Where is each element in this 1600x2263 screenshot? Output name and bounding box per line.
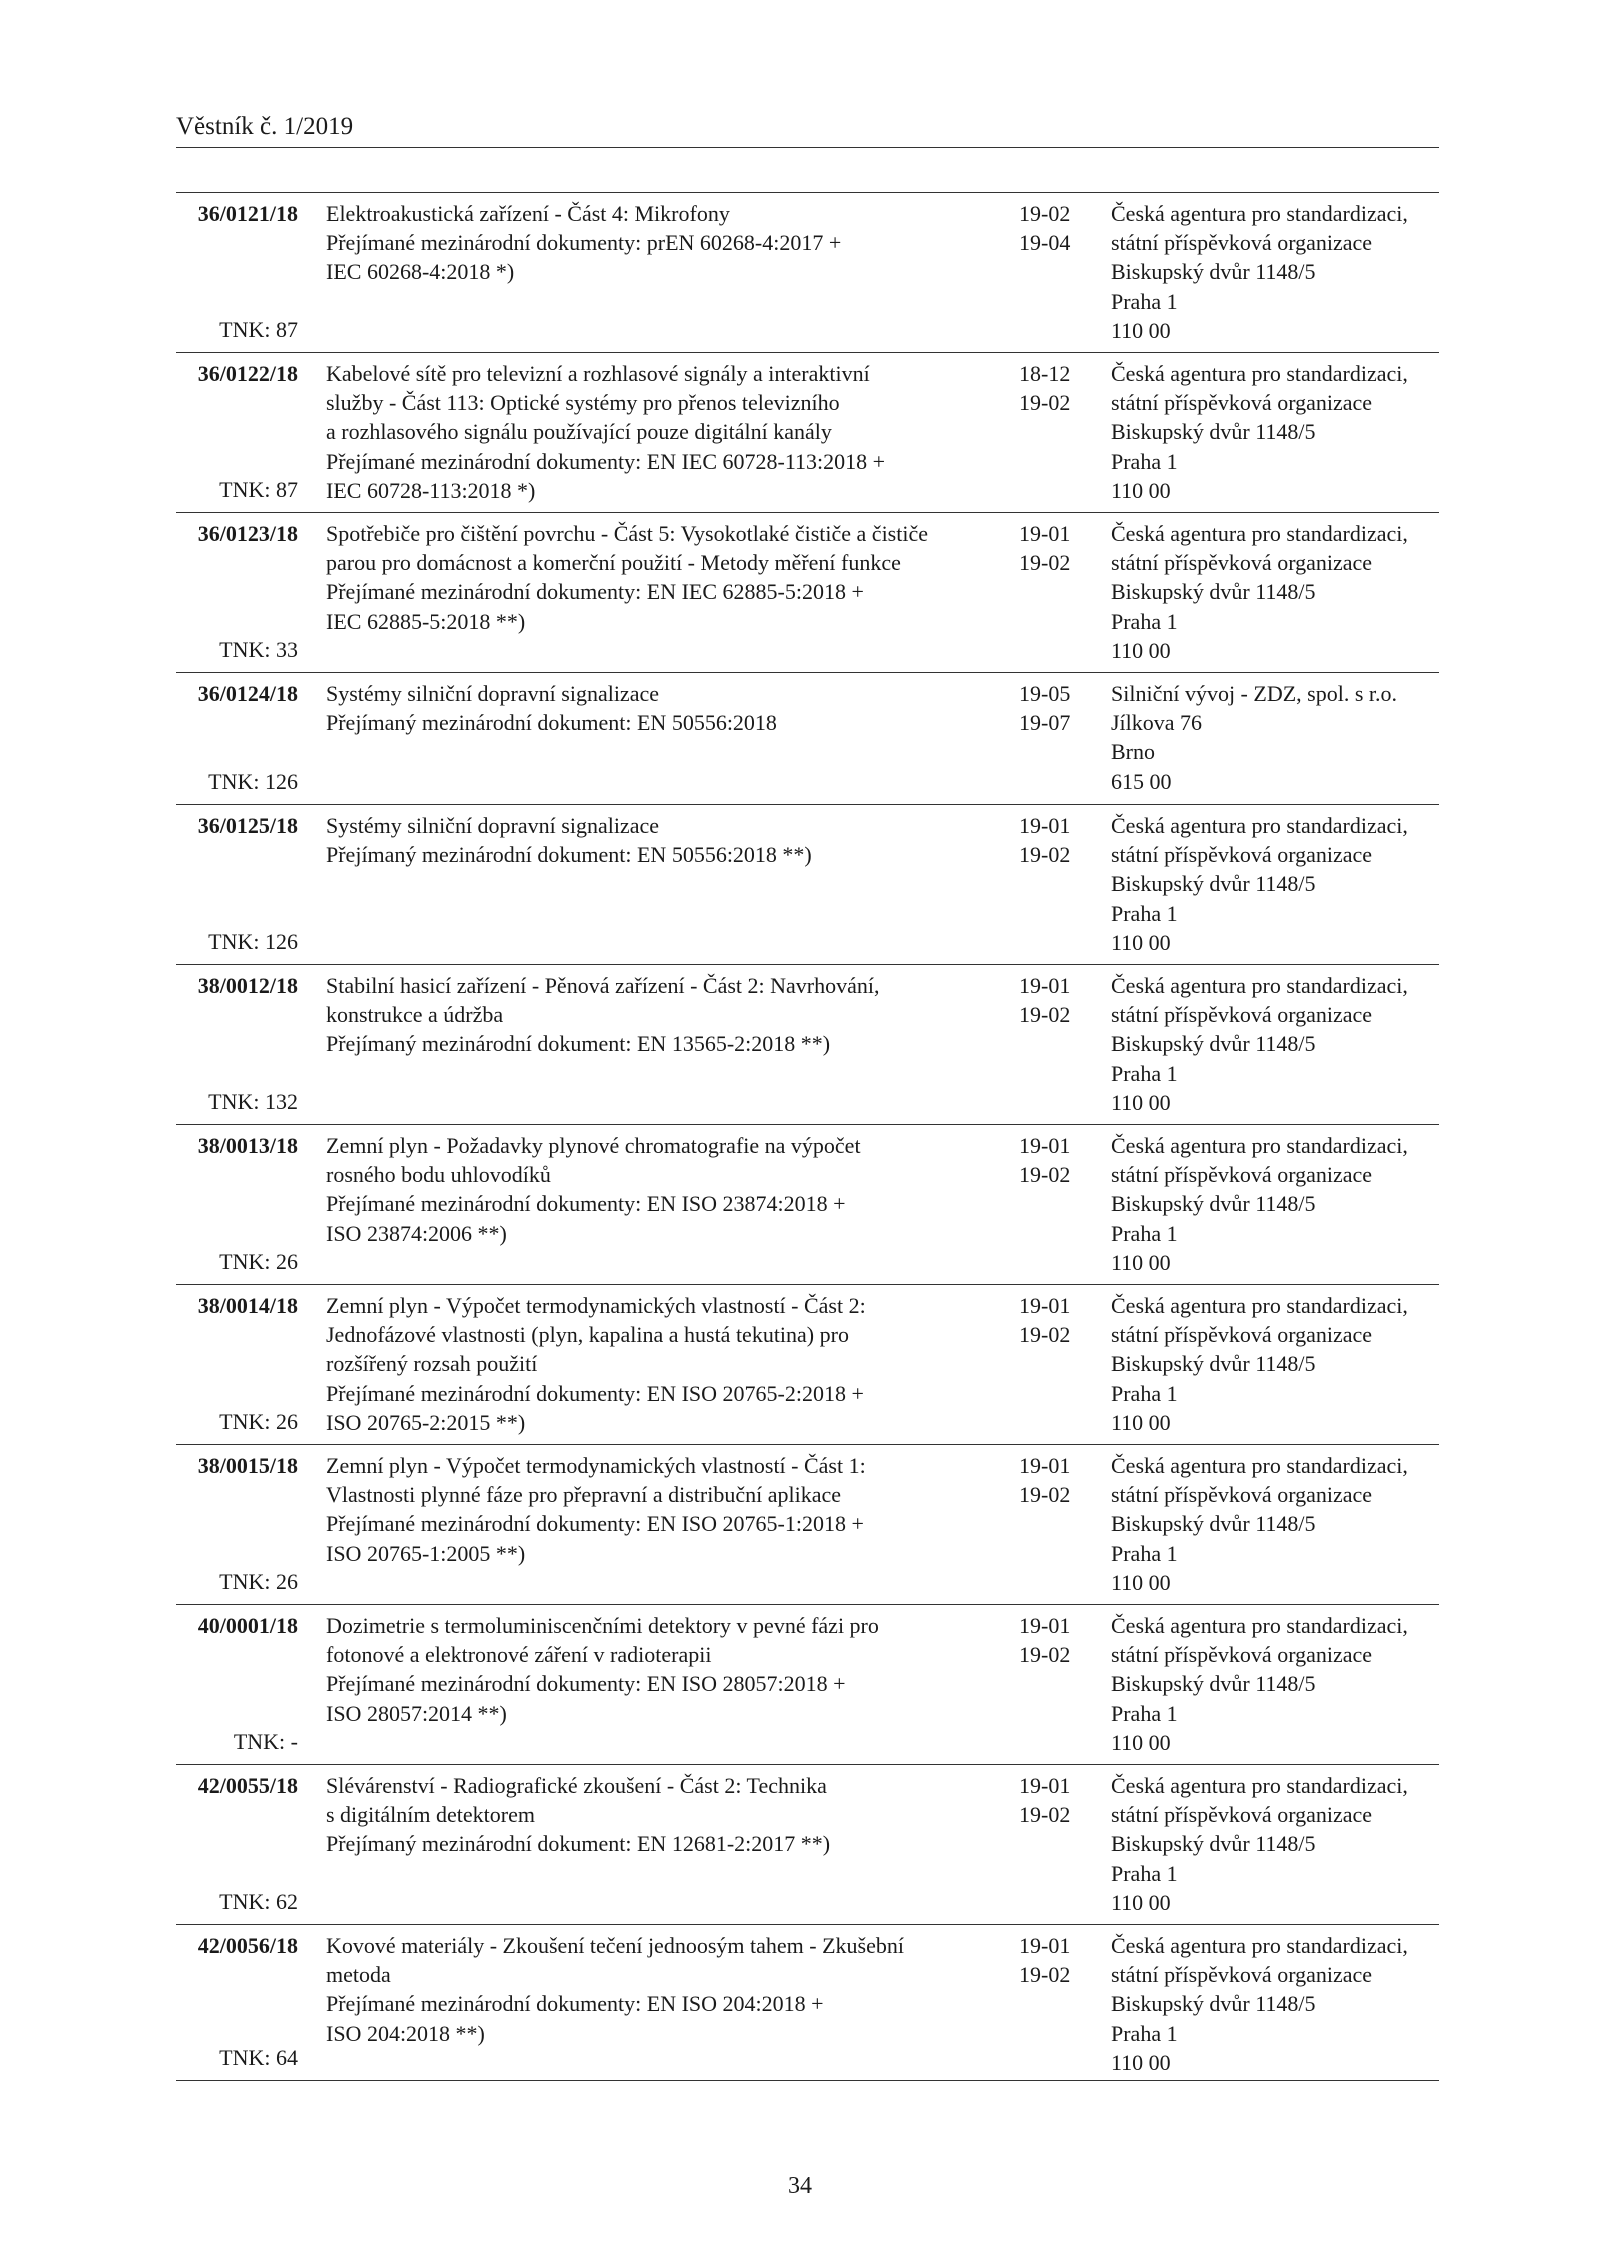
entry-title — [326, 1131, 1011, 1248]
entry-organization-line: 110 00 — [1111, 1729, 1171, 1755]
entry-title-line: Dozimetrie s termoluminiscenčními detektory v pevné fázi pro — [326, 1613, 879, 1638]
entry-title — [326, 359, 1011, 505]
journal-title: Věstník č. 1/2019 — [176, 113, 354, 140]
entry-date: 19-02 — [1019, 1802, 1071, 1828]
entry-tnk: TNK: 132 — [208, 1088, 298, 1114]
entry-organization — [1111, 1451, 1441, 1597]
entry-date: 19-07 — [1019, 710, 1071, 736]
entry-dates — [1019, 199, 1099, 257]
entry-organization-line: státní příspěvková organizace — [1111, 1962, 1373, 1988]
entry-organization-line: Praha 1 — [1111, 1860, 1178, 1886]
entry-title-line: IEC 62885-5:2018 **) — [326, 608, 526, 634]
entry-organization-line: 110 00 — [1111, 2049, 1171, 2075]
entry-title-line: a rozhlasového signálu používající pouze digitální kanály — [326, 419, 832, 445]
entry-organization-line: Česká agentura pro standardizaci, — [1111, 1453, 1408, 1478]
entry-title-line: rozšířený rozsah použití — [326, 1351, 538, 1377]
entry-number: 36/0122/18 — [197, 361, 298, 386]
entry-title — [326, 1611, 1011, 1728]
entry-number: 38/0012/18 — [197, 973, 298, 998]
entry-organization-line: státní příspěvková organizace — [1111, 1322, 1373, 1348]
entry-title-line: fotonové a elektronové záření v radioterapii — [326, 1642, 712, 1668]
entry-title-line: ISO 204:2018 **) — [326, 2020, 485, 2046]
entry-title-line: Kovové materiály - Zkoušení tečení jednoosým tahem - Zkušební — [326, 1933, 904, 1958]
entry-title-line: Přejímaný mezinárodní dokument: EN 12681-2:2017 **) — [326, 1831, 831, 1857]
entry-date: 19-01 — [1019, 813, 1071, 838]
entry-date: 18-12 — [1019, 361, 1071, 386]
entry-organization-line: 110 00 — [1111, 1089, 1171, 1115]
entry-id-column — [176, 359, 298, 504]
entries-table — [176, 192, 1439, 2081]
entry-number: 36/0121/18 — [197, 201, 298, 226]
entry-title-line: ISO 23874:2006 **) — [326, 1220, 507, 1246]
entry-organization-line: Česká agentura pro standardizaci, — [1111, 973, 1408, 998]
entry-date: 19-02 — [1019, 390, 1071, 416]
standard-entry — [176, 1605, 1439, 1765]
entry-tnk: TNK: 126 — [208, 768, 298, 794]
standard-entry — [176, 1125, 1439, 1285]
entry-title-line: Přejímané mezinárodní dokumenty: EN ISO 20765-2:2018 + — [326, 1380, 864, 1406]
entry-organization — [1111, 519, 1441, 665]
entry-tnk: TNK: 26 — [219, 1568, 298, 1594]
entry-organization-line: Praha 1 — [1111, 1700, 1178, 1726]
entry-id-column — [176, 1451, 298, 1596]
entry-id-column — [176, 1291, 298, 1436]
entry-title — [326, 679, 1011, 737]
entry-date: 19-02 — [1019, 842, 1071, 868]
entry-title-line: IEC 60268-4:2018 *) — [326, 259, 515, 285]
entry-dates — [1019, 1611, 1099, 1669]
entry-organization-line: 110 00 — [1111, 317, 1171, 343]
entry-number: 42/0055/18 — [197, 1773, 298, 1798]
entry-organization-line: státní příspěvková organizace — [1111, 1802, 1373, 1828]
entry-title — [326, 199, 1011, 287]
entry-title-line: Spotřebiče pro čištění povrchu - Část 5: Vysokotlaké čističe a čističe — [326, 521, 928, 546]
entry-organization-line: Česká agentura pro standardizaci, — [1111, 1773, 1408, 1798]
entry-organization-line: Biskupský dvůr 1148/5 — [1111, 1831, 1316, 1857]
entry-date: 19-02 — [1019, 1322, 1071, 1348]
entry-title-line: Přejímané mezinárodní dokumenty: EN ISO 23874:2018 + — [326, 1191, 846, 1217]
entry-organization-line: státní příspěvková organizace — [1111, 1482, 1373, 1508]
entry-title-line: rosného bodu uhlovodíků — [326, 1162, 551, 1188]
entry-title-line: služby - Část 113: Optické systémy pro přenos televizního — [326, 390, 840, 416]
entry-title-line: Přejímané mezinárodní dokumenty: EN IEC 62885-5:2018 + — [326, 579, 864, 605]
entry-id-column — [176, 811, 298, 956]
entry-date: 19-02 — [1019, 1002, 1071, 1028]
entry-id-column — [176, 519, 298, 664]
entry-date: 19-01 — [1019, 1293, 1071, 1318]
entry-number: 42/0056/18 — [197, 1933, 298, 1958]
entry-date: 19-02 — [1019, 1162, 1071, 1188]
entry-dates — [1019, 1931, 1099, 1989]
entry-dates — [1019, 519, 1099, 577]
entry-title-line: Vlastnosti plynné fáze pro přepravní a distribuční aplikace — [326, 1482, 841, 1508]
entry-title — [326, 1451, 1011, 1568]
entry-date: 19-02 — [1019, 1482, 1071, 1508]
entry-title — [326, 1771, 1011, 1859]
entry-id-column — [176, 679, 298, 796]
entry-tnk: TNK: 87 — [219, 476, 298, 502]
entry-organization-line: Česká agentura pro standardizaci, — [1111, 1133, 1408, 1158]
entry-id-column — [176, 1771, 298, 1916]
entry-organization-line: 110 00 — [1111, 1249, 1171, 1275]
entry-title-line: Systémy silniční dopravní signalizace — [326, 681, 659, 706]
entry-organization-line: Biskupský dvůr 1148/5 — [1111, 259, 1316, 285]
entry-date: 19-01 — [1019, 1133, 1071, 1158]
entry-date: 19-02 — [1019, 1962, 1071, 1988]
entry-title — [326, 1291, 1011, 1437]
entry-organization — [1111, 359, 1441, 505]
entry-number: 36/0123/18 — [197, 521, 298, 546]
entry-date: 19-01 — [1019, 973, 1071, 998]
standard-entry — [176, 193, 1439, 353]
entry-tnk: TNK: 64 — [219, 2044, 298, 2070]
entry-organization-line: Česká agentura pro standardizaci, — [1111, 521, 1408, 546]
entry-organization-line: Česká agentura pro standardizaci, — [1111, 1933, 1408, 1958]
entry-title-line: Jednofázové vlastnosti (plyn, kapalina a hustá tekutina) pro — [326, 1322, 849, 1348]
entry-organization-line: Praha 1 — [1111, 900, 1178, 926]
standard-entry — [176, 965, 1439, 1125]
entry-organization-line: státní příspěvková organizace — [1111, 230, 1373, 256]
entry-title-line: Slévárenství - Radiografické zkoušení - Část 2: Technika — [326, 1773, 827, 1798]
entry-title-line: Přejímaný mezinárodní dokument: EN 13565-2:2018 **) — [326, 1031, 831, 1057]
entry-dates — [1019, 811, 1099, 869]
entry-title — [326, 1931, 1011, 2048]
entry-dates — [1019, 971, 1099, 1029]
entry-dates — [1019, 1131, 1099, 1189]
entry-organization-line: státní příspěvková organizace — [1111, 390, 1373, 416]
entry-organization-line: 110 00 — [1111, 929, 1171, 955]
entry-tnk: TNK: 26 — [219, 1248, 298, 1274]
entry-date: 19-02 — [1019, 1642, 1071, 1668]
entry-title-line: Přejímaný mezinárodní dokument: EN 50556:2018 **) — [326, 842, 812, 868]
entry-organization-line: Česká agentura pro standardizaci, — [1111, 813, 1408, 838]
entry-title-line: ISO 20765-2:2015 **) — [326, 1409, 526, 1435]
entry-organization — [1111, 199, 1441, 345]
entry-organization-line: Praha 1 — [1111, 608, 1178, 634]
entry-organization-line: Jílkova 76 — [1111, 710, 1203, 736]
entry-organization-line: Biskupský dvůr 1148/5 — [1111, 1191, 1316, 1217]
entry-title-line: ISO 20765-1:2005 **) — [326, 1540, 526, 1566]
entry-organization-line: 110 00 — [1111, 477, 1171, 503]
entry-organization-line: Praha 1 — [1111, 1060, 1178, 1086]
entry-organization-line: státní příspěvková organizace — [1111, 1642, 1373, 1668]
entry-organization-line: Praha 1 — [1111, 1220, 1178, 1246]
entry-organization-line: Praha 1 — [1111, 288, 1178, 314]
entry-title-line: Přejímané mezinárodní dokumenty: EN ISO 204:2018 + — [326, 1991, 824, 2017]
standard-entry — [176, 1445, 1439, 1605]
entry-organization-line: státní příspěvková organizace — [1111, 842, 1373, 868]
entry-title-line: Zemní plyn - Výpočet termodynamických vlastností - Část 2: — [326, 1293, 866, 1318]
entry-organization-line: 110 00 — [1111, 1889, 1171, 1915]
entry-id-column — [176, 1931, 298, 2072]
entry-title — [326, 519, 1011, 636]
entry-organization-line: Česká agentura pro standardizaci, — [1111, 1613, 1408, 1638]
entry-organization — [1111, 1771, 1441, 1917]
entry-organization-line: Silniční vývoj - ZDZ, spol. s r.o. — [1111, 681, 1397, 706]
entry-title-line: Systémy silniční dopravní signalizace — [326, 813, 659, 838]
entry-organization-line: 615 00 — [1111, 768, 1172, 794]
entry-organization-line: státní příspěvková organizace — [1111, 550, 1373, 576]
entry-title — [326, 811, 1011, 869]
entry-organization-line: Biskupský dvůr 1148/5 — [1111, 1671, 1316, 1697]
entry-organization-line: Brno — [1111, 739, 1155, 765]
entry-organization-line: 110 00 — [1111, 637, 1171, 663]
entry-organization-line: Biskupský dvůr 1148/5 — [1111, 1511, 1316, 1537]
entry-title-line: IEC 60728-113:2018 *) — [326, 477, 536, 503]
entry-organization-line: Česká agentura pro standardizaci, — [1111, 201, 1408, 226]
entry-date: 19-02 — [1019, 550, 1071, 576]
entry-number: 40/0001/18 — [197, 1613, 298, 1638]
entry-id-column — [176, 199, 298, 344]
entry-number: 36/0124/18 — [197, 681, 298, 706]
entry-date: 19-01 — [1019, 1773, 1071, 1798]
entry-organization-line: Biskupský dvůr 1148/5 — [1111, 419, 1316, 445]
entry-organization-line: Praha 1 — [1111, 1540, 1178, 1566]
entry-id-column — [176, 971, 298, 1116]
entry-dates — [1019, 1771, 1099, 1829]
entry-date: 19-05 — [1019, 681, 1071, 706]
entry-organization-line: Biskupský dvůr 1148/5 — [1111, 1351, 1316, 1377]
entry-organization-line: Praha 1 — [1111, 448, 1178, 474]
entry-date: 19-01 — [1019, 1933, 1071, 1958]
entry-organization-line: 110 00 — [1111, 1409, 1171, 1435]
entry-number: 38/0014/18 — [197, 1293, 298, 1318]
entry-title-line: s digitálním detektorem — [326, 1802, 535, 1828]
entry-organization-line: Biskupský dvůr 1148/5 — [1111, 1031, 1316, 1057]
entry-tnk: TNK: 62 — [219, 1888, 298, 1914]
standard-entry — [176, 805, 1439, 965]
entry-organization — [1111, 1931, 1441, 2077]
entry-tnk: TNK: 33 — [219, 636, 298, 662]
entry-organization — [1111, 1611, 1441, 1757]
entry-date: 19-01 — [1019, 521, 1071, 546]
entry-title-line: Přejímané mezinárodní dokumenty: EN ISO 28057:2018 + — [326, 1671, 846, 1697]
standard-entry — [176, 513, 1439, 673]
entry-tnk: TNK: 26 — [219, 1408, 298, 1434]
standard-entry — [176, 1285, 1439, 1445]
entry-organization — [1111, 811, 1441, 957]
entry-number: 38/0015/18 — [197, 1453, 298, 1478]
entry-organization-line: státní příspěvková organizace — [1111, 1162, 1373, 1188]
entry-organization-line: státní příspěvková organizace — [1111, 1002, 1373, 1028]
entry-id-column — [176, 1611, 298, 1756]
entry-title-line: Stabilní hasicí zařízení - Pěnová zařízení - Část 2: Navrhování, — [326, 973, 880, 998]
entry-organization-line: Praha 1 — [1111, 1380, 1178, 1406]
entry-tnk: TNK: 126 — [208, 928, 298, 954]
entry-title-line: konstrukce a údržba — [326, 1002, 504, 1028]
entry-date: 19-01 — [1019, 1453, 1071, 1478]
entry-organization-line: Biskupský dvůr 1148/5 — [1111, 579, 1316, 605]
standard-entry — [176, 1925, 1439, 2081]
entry-organization-line: Biskupský dvůr 1148/5 — [1111, 1991, 1316, 2017]
entry-organization — [1111, 1131, 1441, 1277]
entry-tnk: TNK: 87 — [219, 316, 298, 342]
entry-title-line: Přejímaný mezinárodní dokument: EN 50556:2018 — [326, 710, 777, 736]
entry-title — [326, 971, 1011, 1059]
entry-organization-line: Praha 1 — [1111, 2020, 1178, 2046]
entry-organization — [1111, 679, 1441, 796]
entry-dates — [1019, 1451, 1099, 1509]
entry-id-column — [176, 1131, 298, 1276]
entry-number: 38/0013/18 — [197, 1133, 298, 1158]
entry-date: 19-04 — [1019, 230, 1071, 256]
entry-organization-line: 110 00 — [1111, 1569, 1171, 1595]
entry-title-line: Přejímané mezinárodní dokumenty: EN ISO 20765-1:2018 + — [326, 1511, 864, 1537]
entry-title-line: ISO 28057:2014 **) — [326, 1700, 507, 1726]
entry-title-line: Kabelové sítě pro televizní a rozhlasové signály a interaktivní — [326, 361, 870, 386]
entry-organization — [1111, 971, 1441, 1117]
standard-entry — [176, 673, 1439, 805]
entry-dates — [1019, 359, 1099, 417]
entry-title-line: Zemní plyn - Požadavky plynové chromatografie na výpočet — [326, 1133, 861, 1158]
entry-date: 19-01 — [1019, 1613, 1071, 1638]
page-header — [176, 112, 1439, 148]
entry-title-line: Zemní plyn - Výpočet termodynamických vlastností - Část 1: — [326, 1453, 866, 1478]
entry-title-line: Elektroakustická zařízení - Část 4: Mikrofony — [326, 201, 730, 226]
entry-organization-line: Biskupský dvůr 1148/5 — [1111, 871, 1316, 897]
entry-organization-line: Česká agentura pro standardizaci, — [1111, 1293, 1408, 1318]
entry-dates — [1019, 679, 1099, 737]
entry-title-line: parou pro domácnost a komerční použití - Metody měření funkce — [326, 550, 901, 576]
entry-dates — [1019, 1291, 1099, 1349]
entry-tnk: TNK: - — [233, 1728, 298, 1754]
page-number: 34 — [788, 2173, 812, 2199]
entry-organization — [1111, 1291, 1441, 1437]
entry-title-line: Přejímané mezinárodní dokumenty: prEN 60268-4:2017 + — [326, 230, 842, 256]
entry-title-line: metoda — [326, 1962, 391, 1988]
entry-number: 36/0125/18 — [197, 813, 298, 838]
entry-date: 19-02 — [1019, 201, 1071, 226]
standard-entry — [176, 1765, 1439, 1925]
standard-entry — [176, 353, 1439, 513]
entry-title-line: Přejímané mezinárodní dokumenty: EN IEC 60728-113:2018 + — [326, 448, 886, 474]
entry-organization-line: Česká agentura pro standardizaci, — [1111, 361, 1408, 386]
